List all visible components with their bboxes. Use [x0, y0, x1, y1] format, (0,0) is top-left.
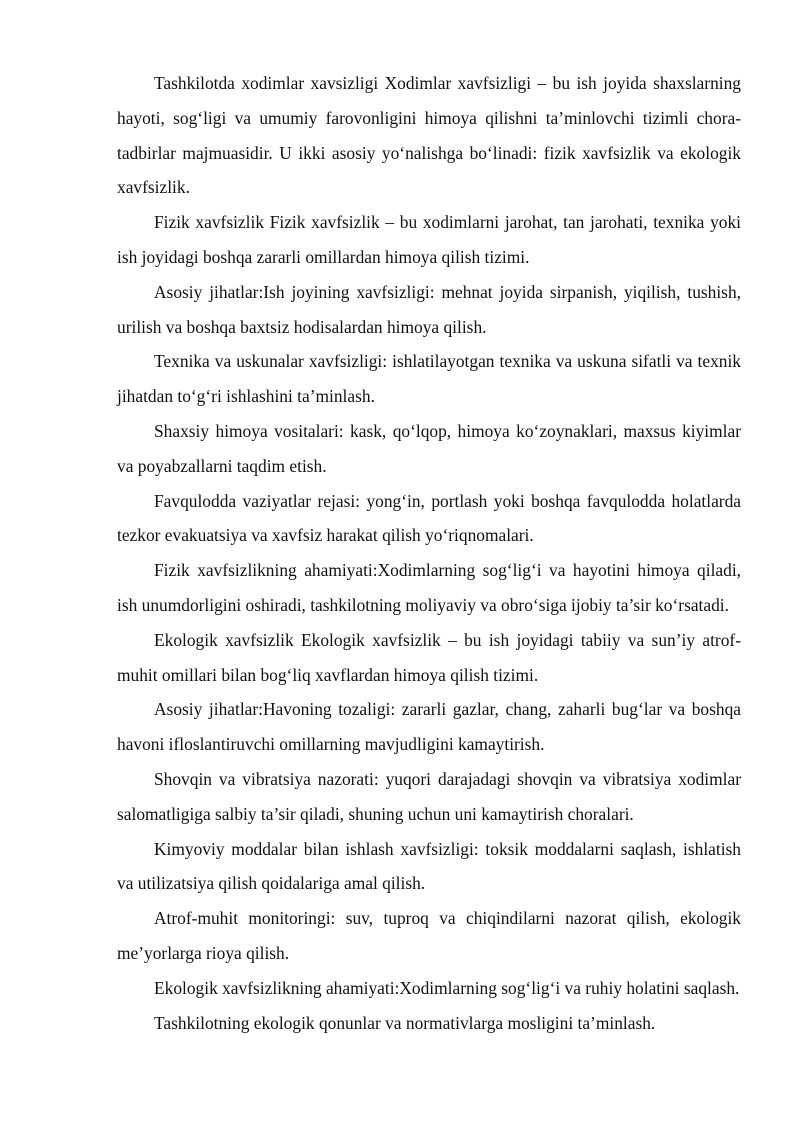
paragraph-physical-importance: Fizik xavfsizlikning ahamiyati:Xodimlarning sog‘lig‘i va hayotini himoya qiladi, ish unumdorligini oshiradi, tashkilotning moliyaviy va obro‘siga ijobiy ta’sir ko‘rsatadi. [117, 560, 741, 615]
paragraph-physical-safety: Fizik xavfsizlik Fizik xavfsizlik – bu xodimlarni jarohat, tan jarohati, texnika yoki ish joyidagi boshqa zararli omillardan himoya qilish tizimi. [117, 212, 741, 267]
paragraph-intro: Tashkilotda xodimlar xavsizligi Xodimlar xavfsizligi – bu ish joyida shaxslarning hayoti, sog‘ligi va umumiy farovonligini himoya qilishni ta’minlovchi tizimli chora-tadbirlar majmuasidir. U ikki asosiy yo‘nalishga bo‘linadi: fizik xavfsizlik va ekologik xavfsizlik. [117, 73, 741, 198]
paragraph-environment-monitoring: Atrof-muhit monitoringi: suv, tuproq va chiqindilarni nazorat qilish, ekologik me’yorlarga rioya qilish. [117, 908, 741, 963]
paragraph-compliance: Tashkilotning ekologik qonunlar va normativlarga mosligini ta’minlash. [154, 1012, 656, 1033]
paragraph-noise-vibration: Shovqin va vibratsiya nazorati: yuqori darajadagi shovqin va vibratsiya xodimlar salomatligiga salbiy ta’sir qiladi, shuning uchun uni kamaytirish choralari. [117, 768, 741, 824]
paragraph-ppe: Shaxsiy himoya vositalari: kask, qo‘lqop, himoya ko‘zoynaklari, maxsus kiyimlar va poyabzallarni taqdim etish. [117, 420, 741, 476]
paragraph-chemical-safety: Kimyoviy moddalar bilan ishlash xavfsizligi: toksik moddalarni saqlash, ishlatish va utilizatsiya qilish qoidalariga amal qilish. [117, 838, 741, 894]
paragraph-equipment-safety: Texnika va uskunalar xavfsizligi: ishlatilayotgan texnika va uskuna sifatli va texnik jihatdan to‘g‘ri ishlashini ta’minlash. [117, 351, 741, 407]
paragraph-workplace-safety: Asosiy jihatlar:Ish joyining xavfsizligi: mehnat joyida sirpanish, yiqilish, tushish, urilish va boshqa baxtsiz hodisalardan himoya qilish. [117, 281, 741, 337]
paragraph-emergency-plan: Favqulodda vaziyatlar rejasi: yong‘in, portlash yoki boshqa favqulodda holatlarda tezkor evakuatsiya va xavfsiz harakat qilish yo‘riqnomalari. [117, 490, 741, 546]
paragraph-air-quality: Asosiy jihatlar:Havoning tozaligi: zararli gazlar, chang, zaharli bug‘lar va boshqa havoni ifloslantiruvchi omillarning mavjudligini kamaytirish. [117, 699, 741, 755]
paragraph-ecological-importance: Ekologik xavfsizlikning ahamiyati:Xodimlarning sog‘lig‘i va ruhiy holatini saqlash. [154, 977, 740, 998]
paragraph-ecological-safety: Ekologik xavfsizlik Ekologik xavfsizlik – bu ish joyidagi tabiiy va sun’iy atrof-muhit omillari bilan bog‘liq xavflardan himoya qilish tizimi. [117, 629, 741, 685]
document-page [117, 66, 741, 1040]
